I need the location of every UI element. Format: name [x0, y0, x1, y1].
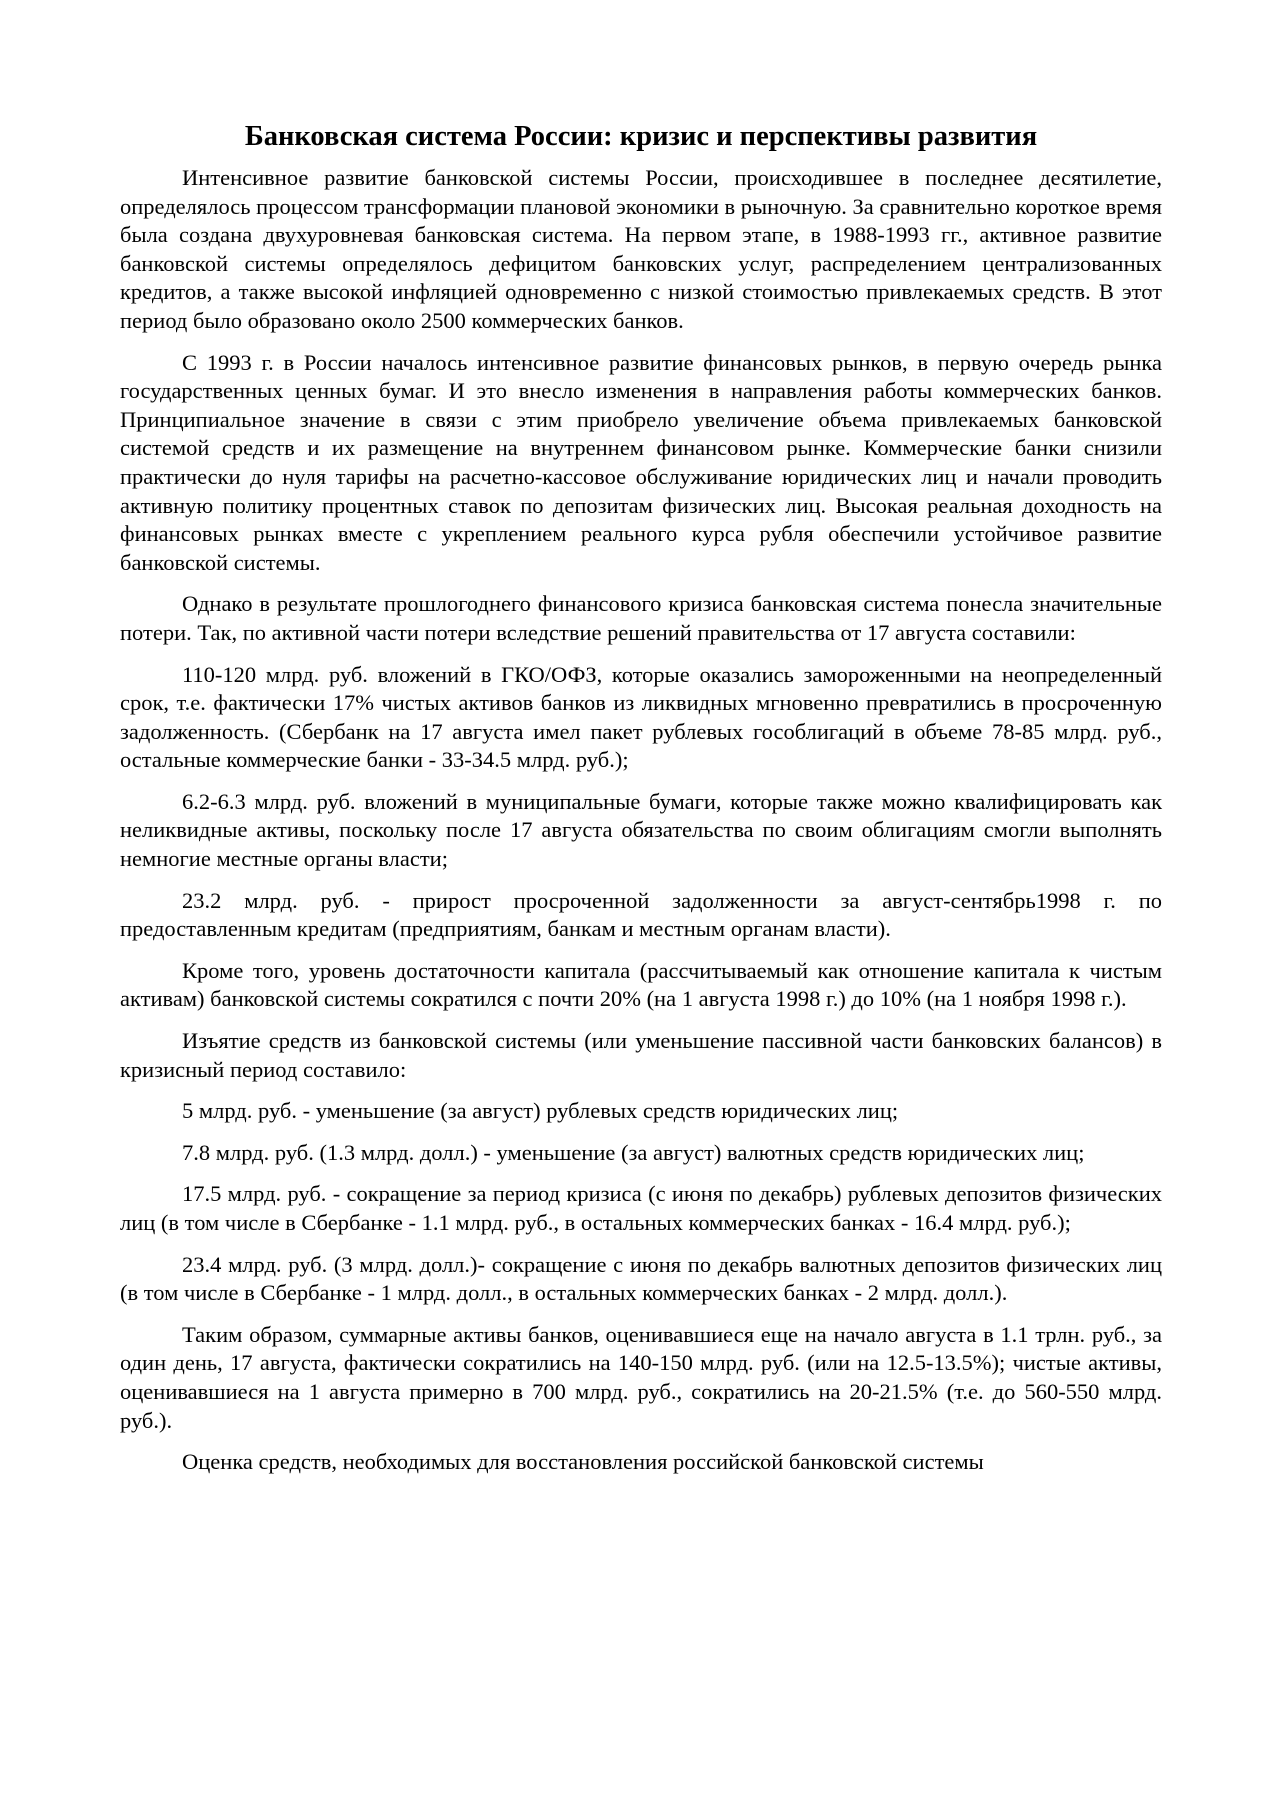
paragraph-currency-deposits: 23.4 млрд. руб. (3 млрд. долл.)- сокращение с июня по декабрь валютных депозитов физических лиц (в том числе в Сбербанке - 1 млрд. долл., в остальных коммерческих банках - 2 млрд. долл.).: [120, 1251, 1162, 1306]
document-page: [120, 120, 1162, 1490]
paragraph-crisis-losses: Однако в результате прошлогоднего финансового кризиса банковская система понесла значительные потери. Так, по активной части потери вследствие решений правительства от 17 августа составили:: [120, 591, 1162, 645]
paragraph-intro: Интенсивное развитие банковской системы России, происходившее в последнее десятилетие, определялось процессом трансформации плановой экономики в рыночную. За сравнительно короткое время была создана двухуровневая банковская система. На первом этапе, в 1988-1993 гг., активное развитие банковской системы определялось дефицитом банковских услуг, распределением централизованных кредитов, а также высокой инфляцией одновременно с низкой стоимостью привлекаемых средств. В этот период было образовано около 2500 коммерческих банков.: [120, 165, 1162, 333]
paragraph-recovery-estimate: Оценка средств, необходимых для восстановления российской банковской системы: [182, 1449, 984, 1475]
paragraph-municipal-bonds: 6.2-6.3 млрд. руб. вложений в муниципальные бумаги, которые также можно квалифицировать как неликвидные активы, поскольку после 17 августа обязательства по своим облигациям смогли выполнять немногие местные органы власти;: [120, 788, 1162, 872]
paragraph-ruble-legal: 5 млрд. руб. - уменьшение (за август) рублевых средств юридических лиц;: [182, 1098, 899, 1124]
paragraph-capital-adequacy: Кроме того, уровень достаточности капитала (рассчитываемый как отношение капитала к чистым активам) банковской системы сократился с почти 20% (на 1 августа 1998 г.) до 10% (на 1 ноября 1998 г.).: [120, 957, 1162, 1012]
paragraph-ruble-deposits: 17.5 млрд. руб. - сокращение за период кризиса (с июня по декабрь) рублевых депозитов физических лиц (в том числе в Сбербанке - 1.1 млрд. руб., в остальных коммерческих банках - 16.4 млрд. руб.);: [120, 1181, 1162, 1235]
paragraph-1993-markets: С 1993 г. в России началось интенсивное развитие финансовых рынков, в первую очередь рынка государственных ценных бумаг. И это внесло изменения в направления работы коммерческих банков. Принципиальное значение в связи с этим приобрело увеличение объема привлекаемых банковской системой средств и их размещение на внутреннем финансовом рынке. Коммерческие банки снизили практически до нуля тарифы на расчетно-кассовое обслуживание юридических лиц и начали проводить активную политику процентных ставок по депозитам физических лиц. Высокая реальная доходность на финансовых рынках вместе с укреплением реального курса рубля обеспечили устойчивое развитие банковской системы.: [120, 349, 1162, 575]
document-title: Банковская система России: кризис и перспективы развития: [244, 121, 1038, 152]
paragraph-currency-legal: 7.8 млрд. руб. (1.3 млрд. долл.) - уменьшение (за август) валютных средств юридических лиц;: [182, 1139, 1085, 1165]
paragraph-total-assets: Таким образом, суммарные активы банков, оценивавшиеся еще на начало августа в 1.1 трлн. руб., за один день, 17 августа, фактически сократились на 140-150 млрд. руб. (или на 12.5-13.5%); чистые активы, оценивавшиеся на 1 августа примерно в 700 млрд. руб., сократились на 20-21.5% (т.е. до 560-550 млрд. руб.).: [120, 1321, 1162, 1433]
paragraph-overdue-debt: 23.2 млрд. руб. - прирост просроченной задолженности за август-сентябрь1998 г. по предоставленным кредитам (предприятиям, банкам и местным органам власти).: [120, 887, 1162, 942]
paragraph-withdrawal: Изъятие средств из банковской системы (или уменьшение пассивной части банковских балансов) в кризисный период составило:: [120, 1028, 1162, 1082]
paragraph-gko-ofz: 110-120 млрд. руб. вложений в ГКО/ОФЗ, которые оказались замороженными на неопределенный срок, т.е. фактически 17% чистых активов банков из ликвидных мгновенно превратились в просроченную задолженность. (Сбербанк на 17 августа имел пакет рублевых гособлигаций в объеме 78-85 млрд. руб., остальные коммерческие банки - 33-34.5 млрд. руб.);: [120, 661, 1162, 773]
